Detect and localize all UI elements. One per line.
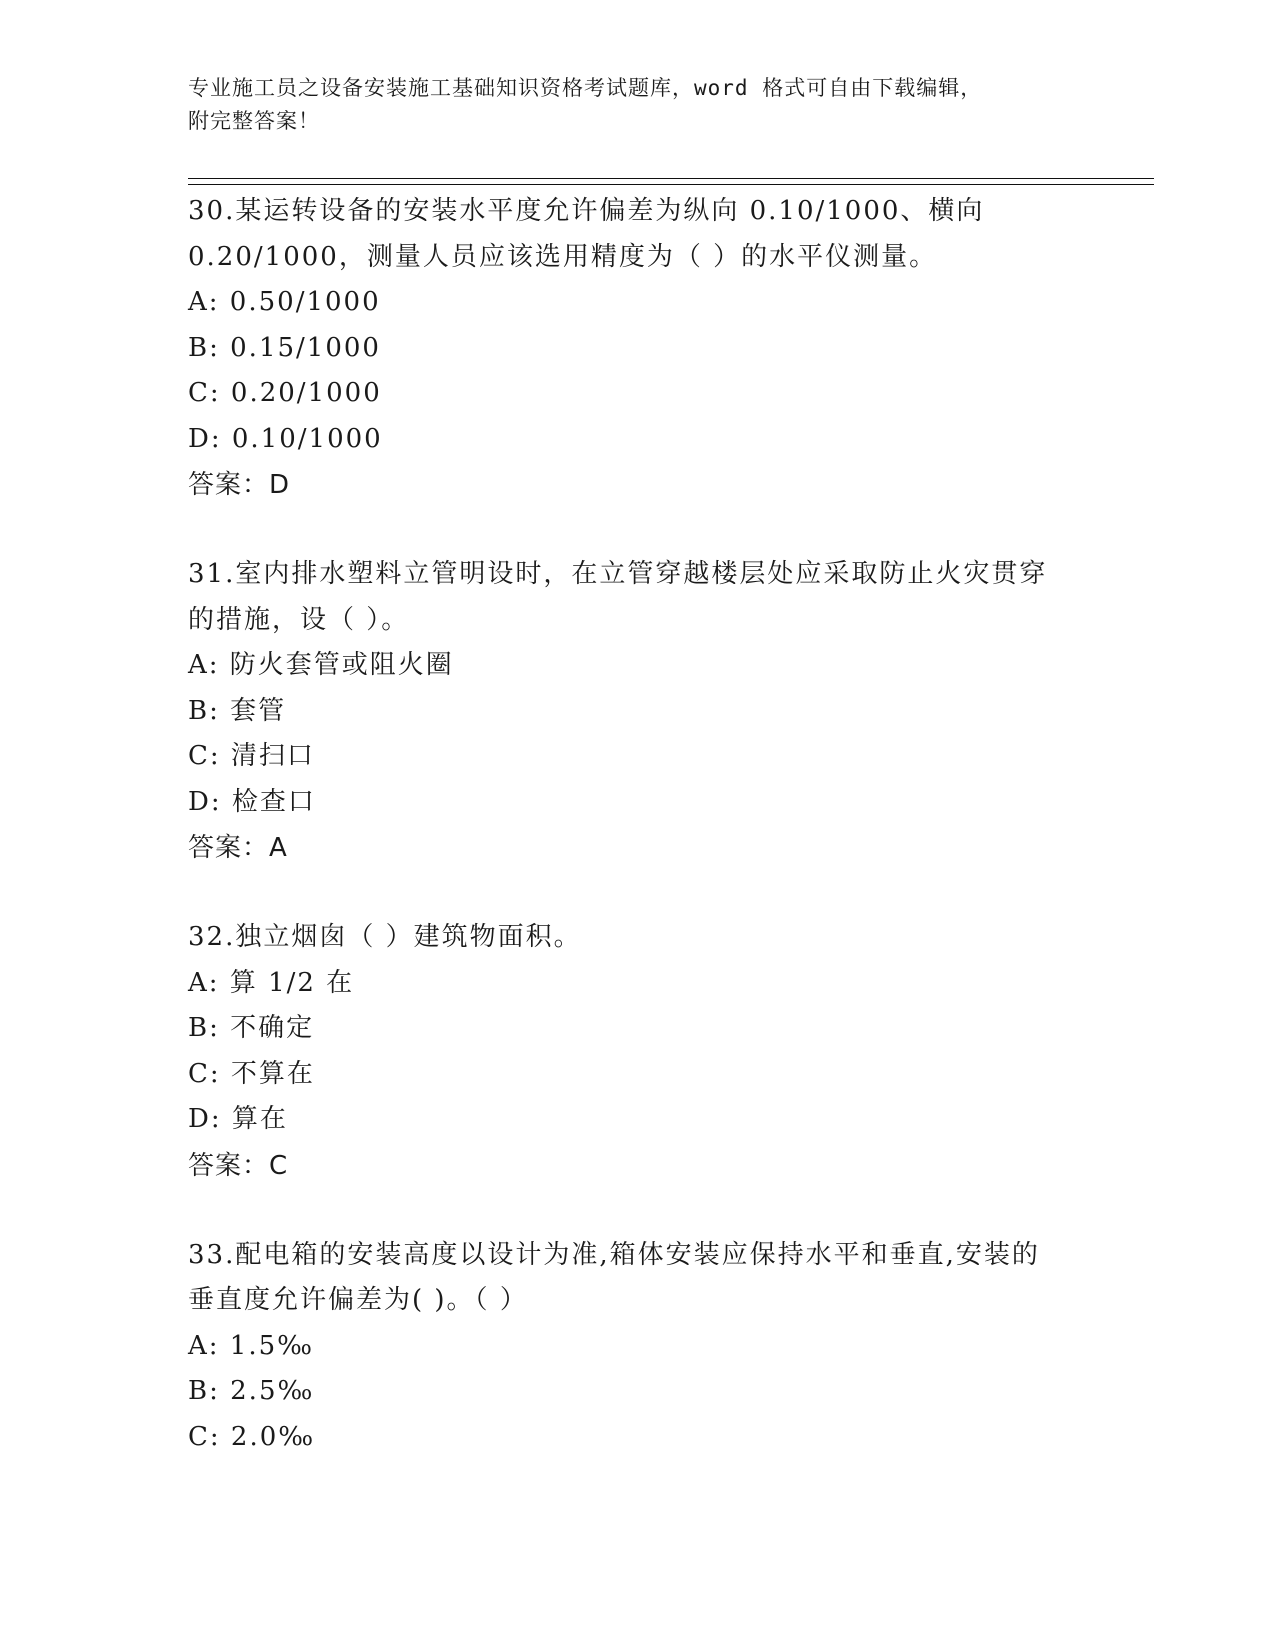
question-spacer [188,871,1088,914]
option-d: D: 检查口 [188,786,316,817]
question-stem [188,1233,1088,1324]
question-list [188,188,1088,1460]
option-c: C: 清扫口 [188,741,315,771]
answer-line: 答案：C [188,1150,289,1181]
question-stem-line: 垂直度允许偏差为( )。（ ） [188,1285,528,1315]
option-d: D: 0.10/1000 [188,423,383,454]
header-line-2: 附完整答案！ [188,109,320,133]
option-a: A: 1.5‰ [188,1330,315,1361]
header-divider-top [188,178,1154,179]
question-spacer [188,508,1088,551]
question-stem-line: 33.配电箱的安装高度以设计为准,箱体安装应保持水平和垂直,安装的 [188,1239,1040,1270]
option-c: C: 不算在 [188,1058,315,1089]
question-spacer [188,1189,1088,1232]
question-33 [188,1233,1088,1461]
option-b: B: 套管 [188,695,287,726]
answer-line: 答案：A [188,833,288,863]
question-stem-line: 31.室内排水塑料立管明设时，在立管穿越楼层处应采取防止火灾贯穿 [188,559,1048,589]
option-a: A: 防火套管或阻火圈 [188,650,454,680]
question-stem [188,915,1088,961]
question-31 [188,552,1088,871]
question-stem-line: 30.某运转设备的安装水平度允许偏差为纵向 0.10/1000、横向 [188,196,985,226]
question-stem-line: 0.20/1000，测量人员应该选用精度为（ ）的水平仪测量。 [188,241,938,272]
option-c: C: 0.20/1000 [188,378,382,408]
header-line-1: 专业施工员之设备安装施工基础知识资格考试题库，word 格式可自由下载编辑， [188,76,983,100]
question-stem-line: 的措施，设（ ）。 [188,604,410,635]
question-32 [188,915,1088,1189]
answer-line: 答案：D [188,470,291,500]
option-a: A: 0.50/1000 [188,287,381,317]
header-divider-bottom [188,184,1154,185]
question-stem-line: 32.独立烟囱（ ）建筑物面积。 [188,922,582,952]
option-b: B: 不确定 [188,1013,315,1043]
question-stem [188,552,1088,643]
question-30 [188,189,1088,508]
option-c: C: 2.0‰ [188,1421,316,1452]
option-a: A: 算 1/2 在 [188,967,355,998]
option-b: B: 0.15/1000 [188,332,381,363]
option-d: D: 算在 [188,1104,288,1134]
question-stem [188,189,1088,280]
document-header [188,72,1088,138]
option-b: B: 2.5‰ [188,1376,315,1406]
